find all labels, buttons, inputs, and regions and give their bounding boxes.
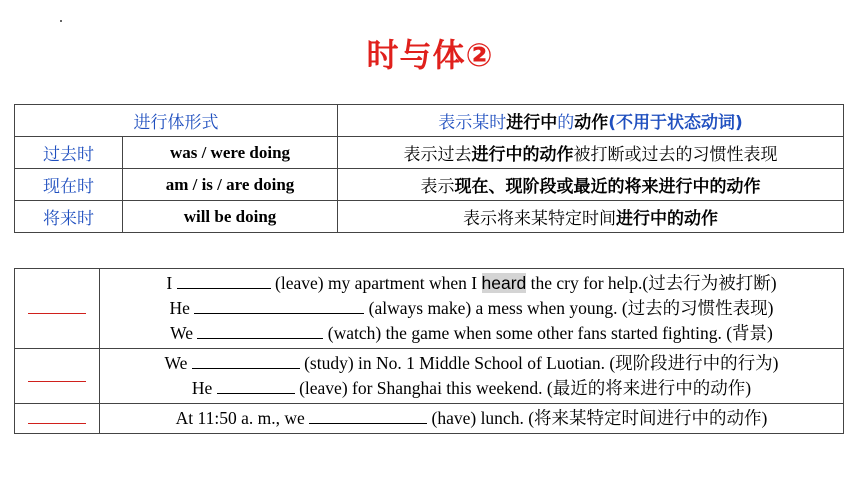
tense-label: 将来时	[15, 201, 123, 233]
page-title: 时与体②	[366, 36, 494, 74]
form-text: will be doing	[123, 201, 338, 233]
answer-blank[interactable]	[15, 349, 100, 404]
fill-blank[interactable]	[177, 273, 271, 289]
table-row	[15, 137, 844, 169]
decorative-dot	[60, 20, 62, 22]
answer-line	[28, 422, 86, 424]
exercise-group	[15, 404, 844, 434]
exercise-group	[15, 349, 844, 404]
fill-blank[interactable]	[192, 353, 300, 369]
fill-blank[interactable]	[194, 298, 364, 314]
fill-blank[interactable]	[197, 323, 323, 339]
answer-blank[interactable]	[15, 404, 100, 434]
description: 表示将来某特定时间进行中的动作	[338, 201, 844, 233]
table-row	[15, 201, 844, 233]
description: 表示过去进行中的动作被打断或过去的习惯性表现	[338, 137, 844, 169]
fill-blank[interactable]	[309, 408, 427, 424]
exercise-sentence: We (study) in No. 1 Middle School of Luotian. (现阶段进行中的行为)	[164, 353, 779, 373]
exercise-sentence: I (leave) my apartment when I heard the cry for help.(过去行为被打断)	[166, 273, 777, 293]
answer-line	[28, 312, 86, 314]
header-meaning: 表示某时进行中的动作(不用于状态动词)	[338, 105, 844, 137]
exercise-sentence: He (always make) a mess when young. (过去的习惯性表现)	[169, 298, 774, 318]
answer-blank[interactable]	[15, 269, 100, 349]
answer-line	[28, 380, 86, 382]
exercise-group	[15, 269, 844, 349]
sentence-cell	[100, 349, 844, 404]
sentence-cell	[100, 404, 844, 434]
exercise-sentence: At 11:50 a. m., we (have) lunch. (将来某特定时间进行中的动作)	[175, 408, 768, 428]
sentence-cell	[100, 269, 844, 349]
header-form: 进行体形式	[15, 105, 338, 137]
tense-label: 现在时	[15, 169, 123, 201]
form-text: am / is / are doing	[123, 169, 338, 201]
tense-label: 过去时	[15, 137, 123, 169]
form-text: was / were doing	[123, 137, 338, 169]
table-header-row	[15, 105, 844, 137]
table-row	[15, 169, 844, 201]
aspect-forms-table	[14, 104, 844, 233]
exercise-sentence: He (leave) for Shanghai this weekend. (最近的将来进行中的动作)	[191, 378, 752, 398]
description: 表示现在、现阶段或最近的将来进行中的动作	[338, 169, 844, 201]
fill-blank[interactable]	[217, 378, 295, 394]
exercise-sentence: We (watch) the game when some other fans started fighting. (背景)	[170, 323, 773, 343]
exercise-table	[14, 268, 844, 434]
